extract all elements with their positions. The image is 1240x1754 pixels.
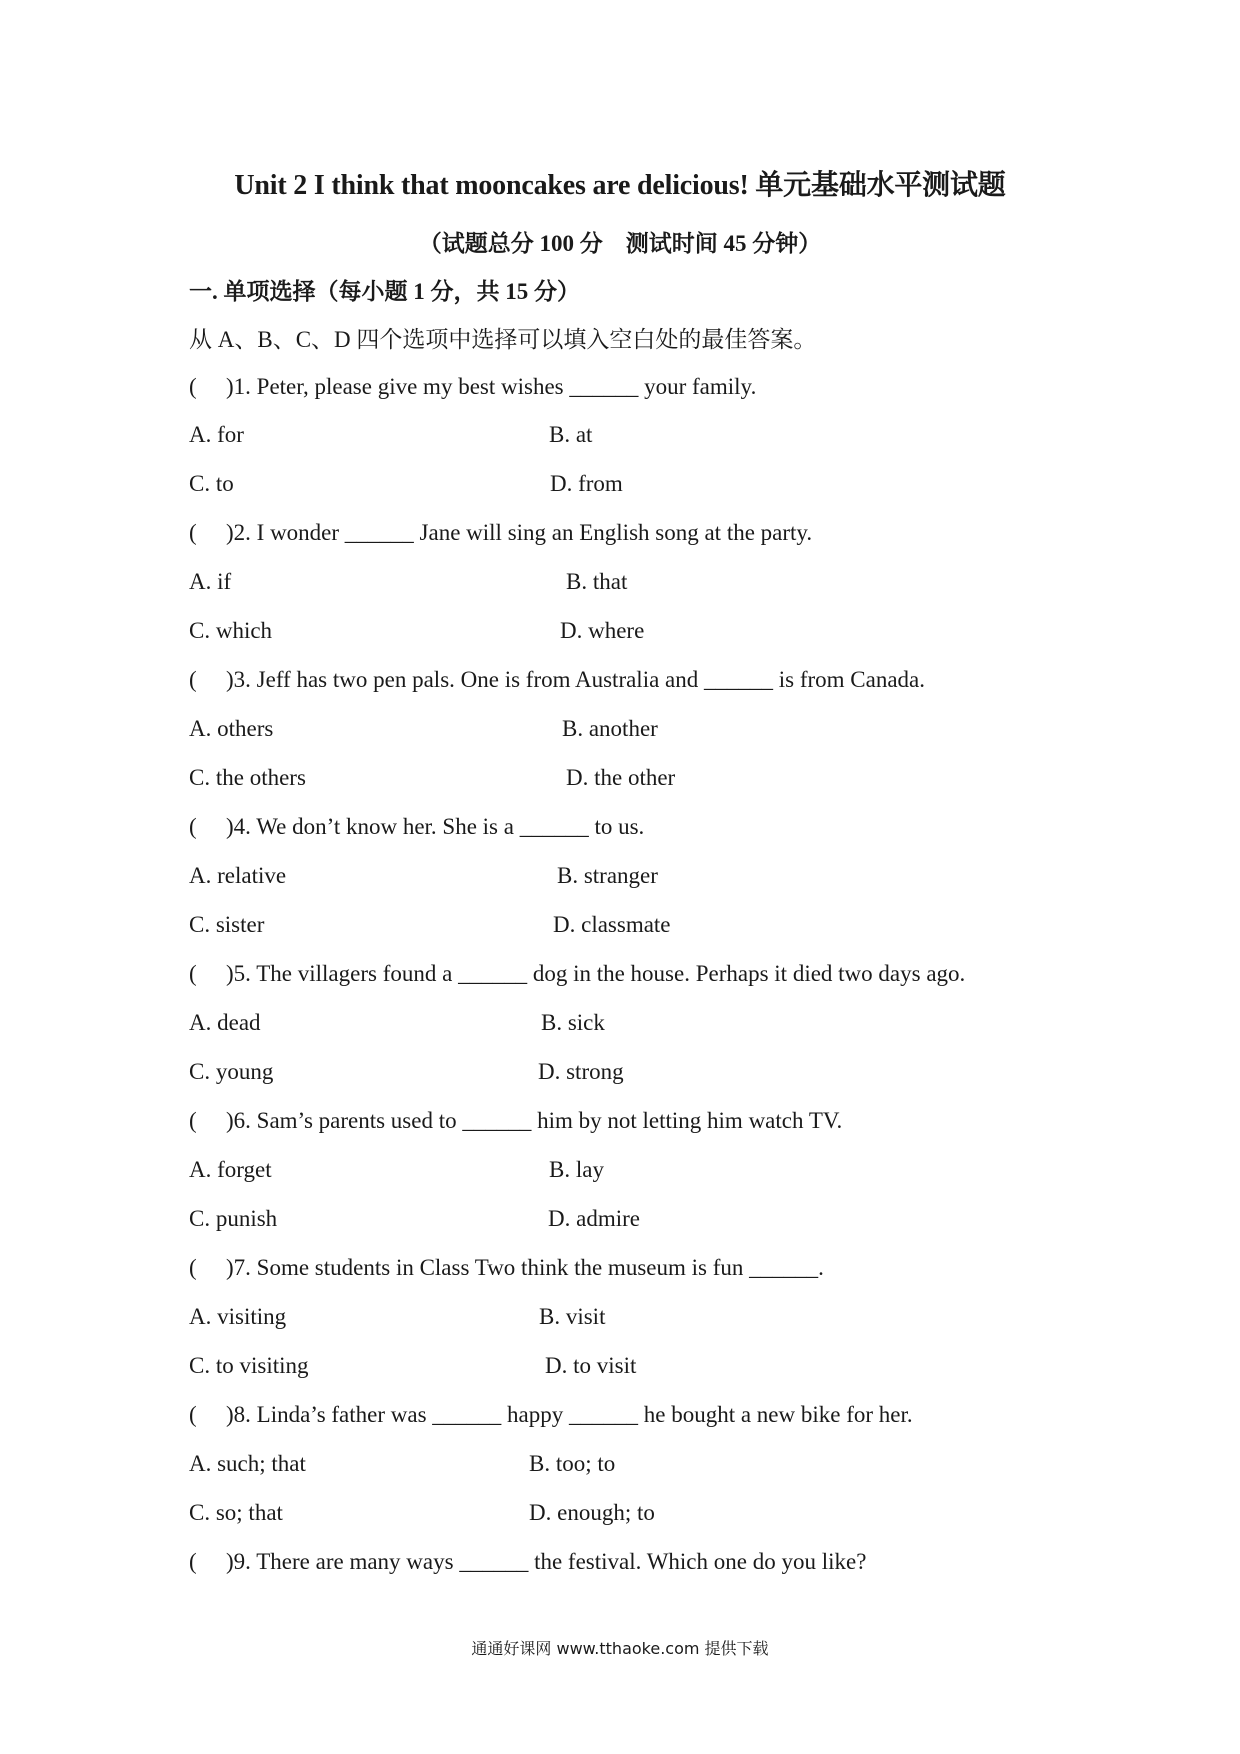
page-title: Unit 2 I think that mooncakes are delicious! 单元基础水平测试题 [234,170,1006,201]
option-a: A. forget [189,1157,272,1182]
question-text: )5. The villagers found a ______ dog in the house. Perhaps it died two days ago. [226,961,966,986]
answer-bracket: ( [189,1255,197,1280]
question-1 [189,374,756,400]
option-c: C. to visiting [189,1353,309,1378]
question-text: )6. Sam’s parents used to ______ him by not letting him watch TV. [226,1108,843,1133]
page-footer: 通通好课网 www.tthaoke.com 提供下载 [471,1639,769,1658]
question-text: )4. We don’t know her. She is a ______ to us. [226,814,645,839]
option-a: A. others [189,716,274,741]
option-a: A. if [189,569,232,594]
option-b: B. another [562,716,658,741]
option-b: B. stranger [557,863,658,888]
option-d: D. from [550,471,623,496]
answer-bracket: ( [189,374,197,399]
option-b: B. lay [549,1157,604,1182]
question-text: )7. Some students in Class Two think the museum is fun ______. [226,1255,824,1280]
question-6 [189,1108,842,1134]
page-subtitle: （试题总分 100 分 测试时间 45 分钟） [418,231,822,256]
option-c: C. young [189,1059,274,1084]
question-text: )3. Jeff has two pen pals. One is from Australia and ______ is from Canada. [226,667,926,692]
answer-bracket: ( [189,520,197,545]
answer-bracket: ( [189,961,197,986]
option-a: A. dead [189,1010,261,1035]
answer-bracket: ( [189,1108,197,1133]
option-a: A. such; that [189,1451,306,1476]
option-b: B. too; to [529,1451,616,1476]
question-5 [189,961,965,987]
option-b: B. at [549,422,593,447]
question-text: )9. There are many ways ______ the festival. Which one do you like? [226,1549,867,1574]
option-c: C. the others [189,765,306,790]
option-d: D. classmate [553,912,671,937]
answer-bracket: ( [189,1402,197,1427]
option-d: D. strong [538,1059,624,1084]
option-a: A. for [189,422,244,447]
answer-bracket: ( [189,667,197,692]
option-c: C. which [189,618,273,643]
option-d: D. the other [566,765,676,790]
option-c: C. to [189,471,234,496]
question-2 [189,520,812,546]
option-b: B. sick [541,1010,605,1035]
question-7 [189,1255,824,1281]
answer-bracket: ( [189,814,197,839]
question-8 [189,1402,913,1428]
section-instruction: 从 A、B、C、D 四个选项中选择可以填入空白处的最佳答案。 [189,327,817,352]
question-9 [189,1549,866,1575]
option-c: C. so; that [189,1500,283,1525]
option-b: B. visit [539,1304,606,1329]
answer-bracket: ( [189,1549,197,1574]
question-3 [189,667,925,693]
option-d: D. admire [548,1206,640,1231]
question-4 [189,814,644,840]
section-heading: 一. 单项选择（每小题 1 分，共 15 分） [189,279,580,304]
question-text: )1. Peter, please give my best wishes ______ your family. [226,374,757,399]
option-a: A. visiting [189,1304,287,1329]
option-d: D. enough; to [529,1500,655,1525]
option-c: C. sister [189,912,265,937]
option-d: D. where [560,618,645,643]
question-text: )2. I wonder ______ Jane will sing an English song at the party. [226,520,813,545]
option-d: D. to visit [545,1353,637,1378]
question-text: )8. Linda’s father was ______ happy ______ he bought a new bike for her. [226,1402,913,1427]
option-b: B. that [566,569,628,594]
option-c: C. punish [189,1206,278,1231]
option-a: A. relative [189,863,287,888]
